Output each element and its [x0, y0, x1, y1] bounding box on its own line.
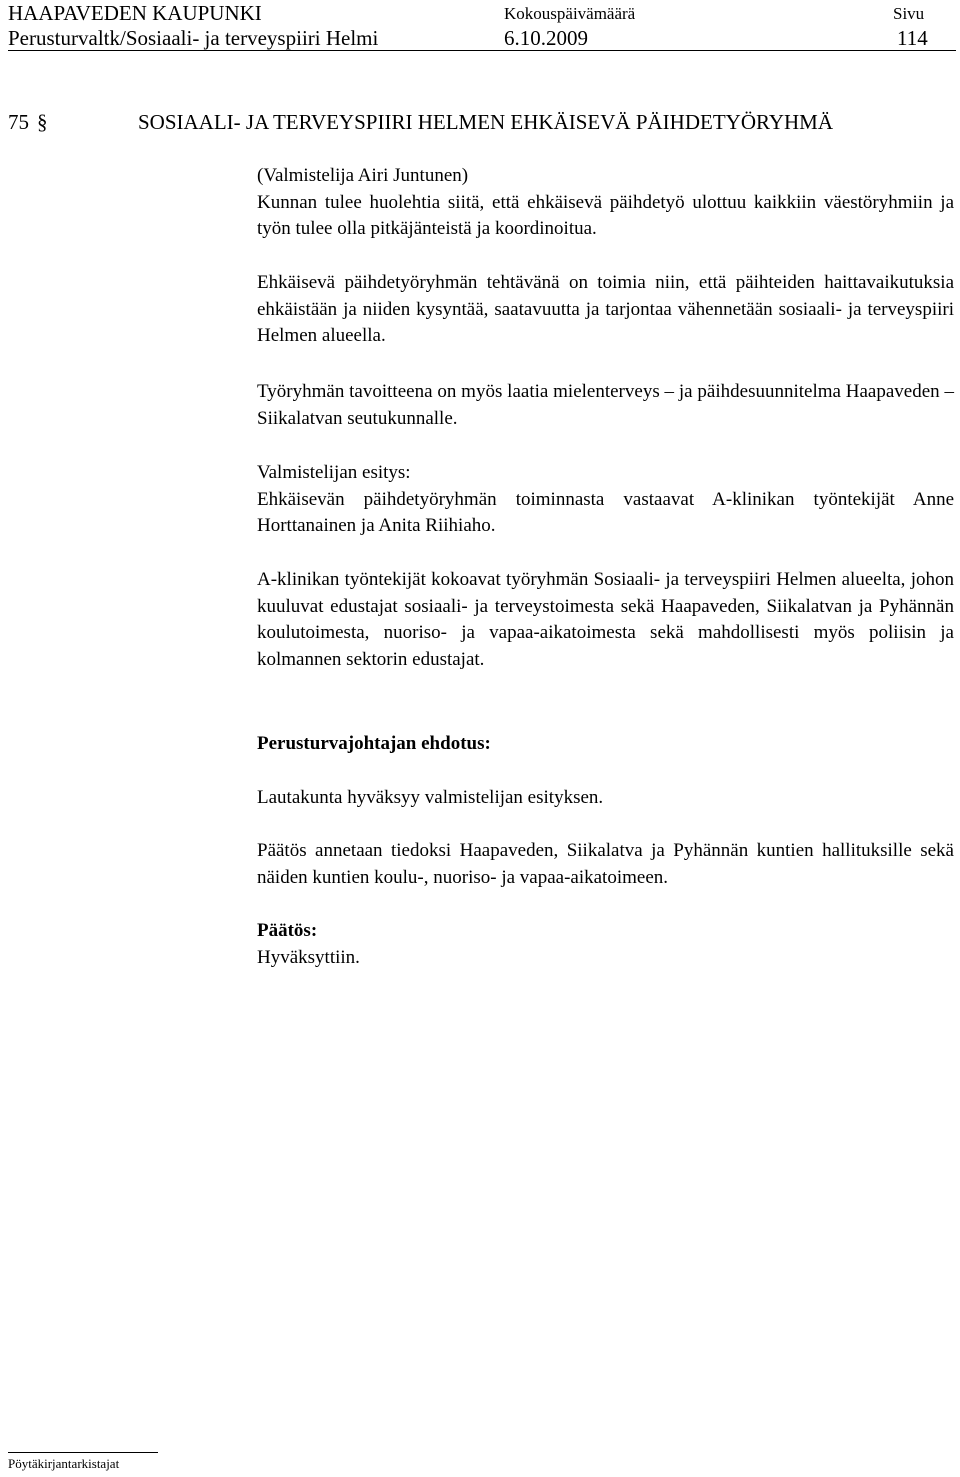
page-number: 114	[897, 26, 928, 50]
footer-divider	[8, 1452, 158, 1453]
section-symbol: §	[37, 110, 48, 134]
decision-text: Hyväksyttiin.	[257, 946, 360, 968]
notification-paragraph	[257, 838, 954, 891]
task-text: Ehkäisevä päihdetyöryhmän tehtävänä on toimia niin, että päihteiden haittavaikutuksia ehkäistään ja niiden kysyntää, saatavuutta ja tarjontaa vähennetään sosiaali- ja terveyspiiri Helmen alueella.	[257, 272, 954, 347]
section-number: 75	[8, 110, 29, 134]
decision-block	[257, 918, 954, 971]
task-paragraph	[257, 270, 954, 350]
director-proposal-text: Lautakunta hyväksyy valmistelijan esityksen.	[257, 787, 604, 808]
proposal-text: Ehkäisevän päihdetyöryhmän toiminnasta vastaavat A-klinikan työntekijät Anne Horttanainen ja Anita Riihiaho.	[257, 488, 954, 537]
composition-paragraph	[257, 567, 954, 673]
minutes-checkers-label: Pöytäkirjantarkistajat	[8, 1456, 120, 1471]
notification-text: Päätös annetaan tiedoksi Haapaveden, Siikalatva ja Pyhännän kuntien hallituksille sekä näiden kuntien koulu-, nuoriso- ja vapaa-aikatoimeen.	[257, 840, 954, 888]
section-heading	[8, 109, 833, 135]
meeting-date-label: Kokouspäivämäärä	[504, 4, 636, 23]
proposal-label: Valmistelijan esitys:	[257, 462, 411, 483]
goal-text: Työryhmän tavoitteena on myös laatia mielenterveys – ja päihdesuunnitelma Haapaveden – Siikalatvan seutukunnalle.	[257, 381, 954, 429]
meeting-date: 6.10.2009	[504, 26, 588, 50]
director-label: Perusturvajohtajan ehdotus:	[257, 733, 491, 754]
preparer-and-intro	[257, 163, 954, 243]
decision-label: Päätös:	[257, 920, 318, 941]
organization-name: HAAPAVEDEN KAUPUNKI	[8, 1, 262, 25]
director-heading	[257, 731, 954, 758]
preparer-note: (Valmistelija Airi Juntunen)	[257, 165, 469, 186]
goal-paragraph	[257, 379, 954, 432]
page-label: Sivu	[893, 4, 925, 23]
section-title: SOSIAALI- JA TERVEYSPIIRI HELMEN EHKÄISEVÄ PÄIHDETYÖRYHMÄ	[138, 110, 834, 134]
proposal-block	[257, 460, 954, 540]
body-name: Perusturvaltk/Sosiaali- ja terveyspiiri Helmi	[8, 26, 379, 50]
intro-paragraph: Kunnan tulee huolehtia siitä, että ehkäisevä päihdetyö ulottuu kaikkiin väestöryhmiin ja työn tulee olla pitkäjänteistä ja koordinoitua.	[257, 191, 954, 240]
director-proposal-paragraph	[257, 785, 954, 812]
composition-text: A-klinikan työntekijät kokoavat työryhmän Sosiaali- ja terveyspiiri Helmen alueelta, johon kuuluvat edustajat sosiaali- ja terveystoimesta sekä Haapaveden, Siikalatvan ja Pyhännän koulutoimesta, nuoriso- ja vapaa-aikatoimesta sekä mahdollisesti myös poliisin ja kolmannen sektorin edustajat.	[257, 569, 954, 670]
header-divider	[8, 50, 956, 51]
